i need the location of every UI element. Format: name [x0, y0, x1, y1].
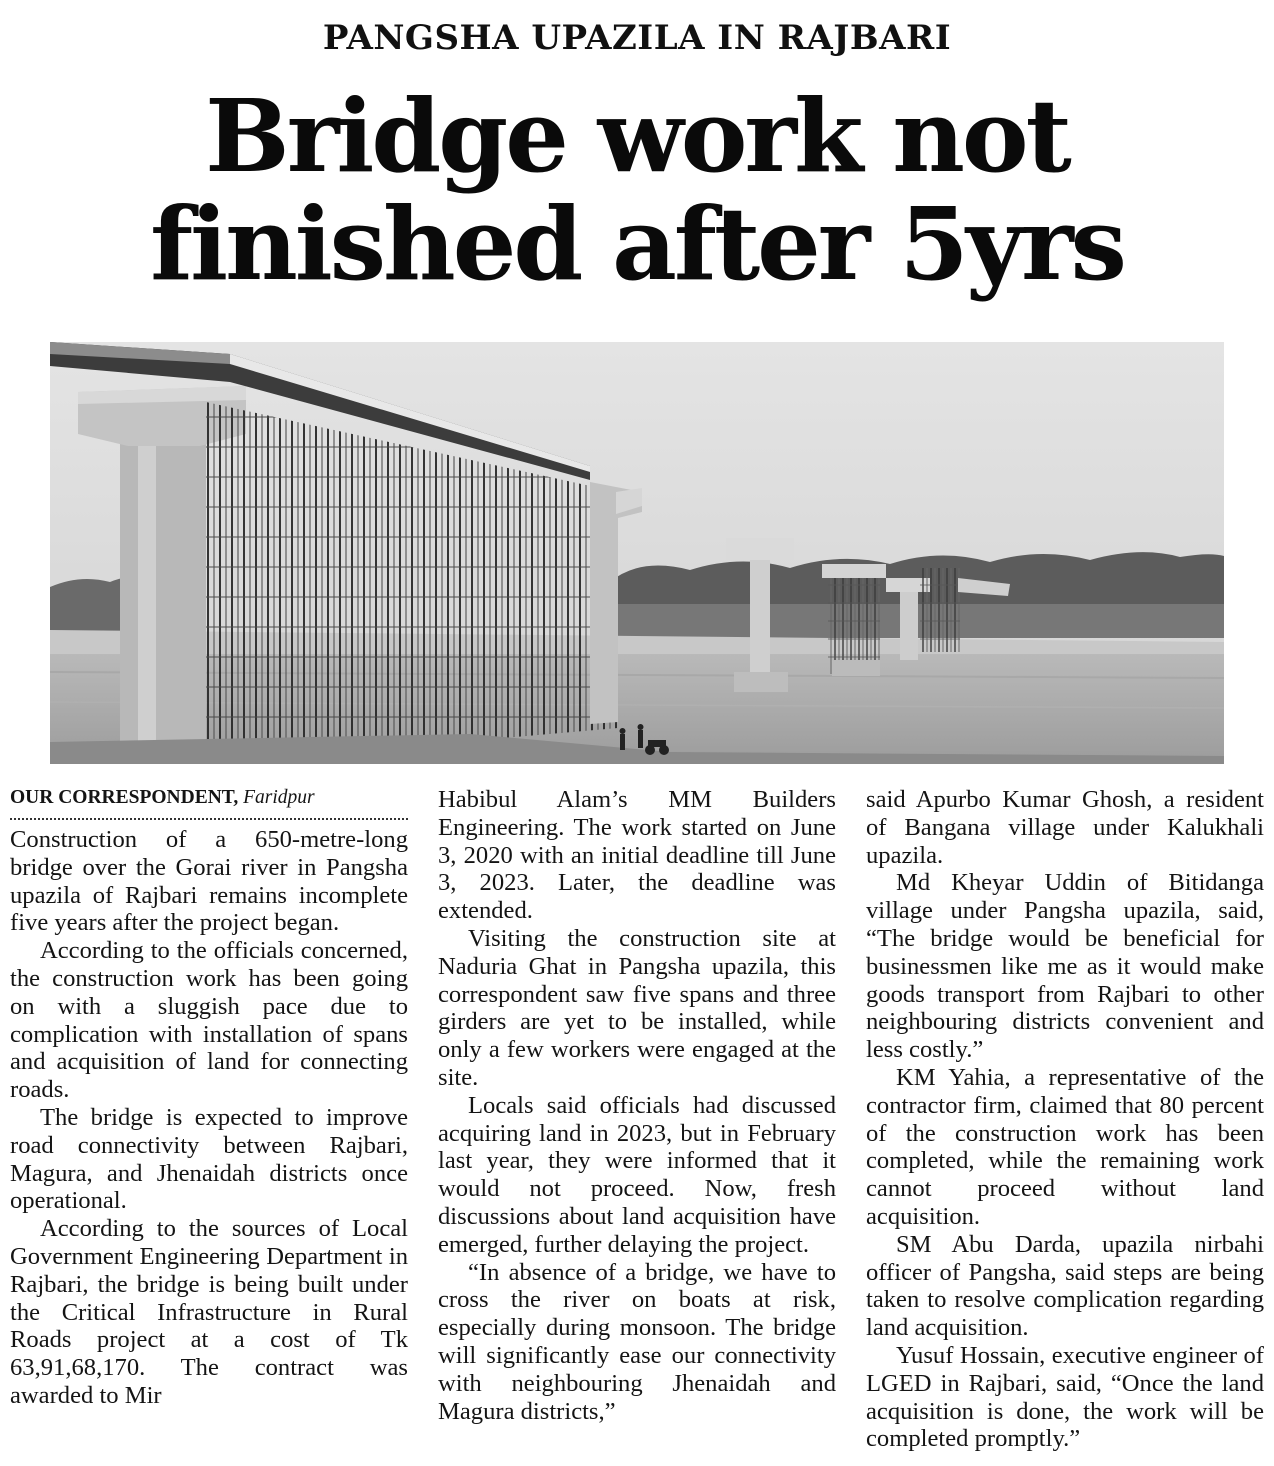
headline-line-1: Bridge work not — [205, 77, 1069, 195]
paragraph: “In absence of a bridge, we have to cross the river on boats at risk, especially during monsoon. The bridge will significantly ease our connectivity with neighbouring Jhenaidah and Magura districts,” — [438, 1258, 836, 1425]
article-column-1 — [10, 784, 408, 1410]
byline-divider — [10, 818, 408, 820]
paragraph: According to the sources of Local Government Engineering Department in Rajbari, the bridge is being built under the Critical Infrastructure in Rural Roads project at a cost of Tk 63,91,68,170. The contract was awarded to Mir — [10, 1215, 408, 1409]
paragraph: According to the officials concerned, the construction work has been going on with a sluggish pace due to complication with installation of spans and acquisition of land for connecting roads. — [10, 937, 408, 1104]
paragraph: Yusuf Hossain, executive engineer of LGED in Rajbari, said, “Once the land acquisition is done, the work will be completed promptly.” — [866, 1341, 1264, 1453]
paragraph: Md Kheyar Uddin of Bitidanga village under Pangsha upazila, said, “The bridge would be beneficial for businessmen like me as it would make goods transport from Rajbari to other neighbouring districts convenient and less costly.” — [866, 869, 1264, 1064]
paragraph: Habibul Alam’s MM Builders Engineering. The work started on June 3, 2020 with an initial deadline till June 3, 2023. Later, the deadline was extended. — [438, 786, 836, 925]
paragraph: KM Yahia, a representative of the contractor firm, claimed that 80 percent of the construction work has been completed, while the remaining work cannot proceed without land acquisition. — [866, 1063, 1264, 1230]
bridge-construction-photo — [50, 342, 1224, 764]
paragraph: The bridge is expected to improve road connectivity between Rajbari, Magura, and Jhenaidah districts once operational. — [10, 1103, 408, 1215]
kicker: PANGSHA UPAZILA IN RAJBARI — [322, 18, 952, 58]
byline-location: Faridpur — [243, 787, 315, 808]
article-column-3 — [866, 786, 1264, 1453]
headline — [0, 77, 1274, 303]
paragraph: said Apurbo Kumar Ghosh, a resident of Bangana village under Kalukhali upazila. — [866, 786, 1264, 869]
paragraph: Visiting the construction site at Naduria Ghat in Pangsha upazila, this correspondent saw five spans and three girders are yet to be installed, while only a few workers were engaged at the site. — [438, 924, 836, 1091]
byline-author: OUR CORRESPONDENT, — [10, 787, 239, 808]
paragraph: Construction of a 650-metre-long bridge over the Gorai river in Pangsha upazila of Rajbari remains incomplete five years after the project began. — [10, 826, 408, 937]
paragraph: SM Abu Darda, upazila nirbahi officer of Pangsha, said steps are being taken to resolve complication regarding land acquisition. — [866, 1230, 1264, 1342]
paragraph: Locals said officials had discussed acquiring land in 2023, but in February last year, they were informed that it would not proceed. Now, fresh discussions about land acquisition have emerged, further delaying the project. — [438, 1091, 836, 1258]
headline-line-2: finished after 5yrs — [150, 185, 1124, 303]
article-column-2 — [438, 786, 836, 1425]
byline — [10, 784, 408, 812]
